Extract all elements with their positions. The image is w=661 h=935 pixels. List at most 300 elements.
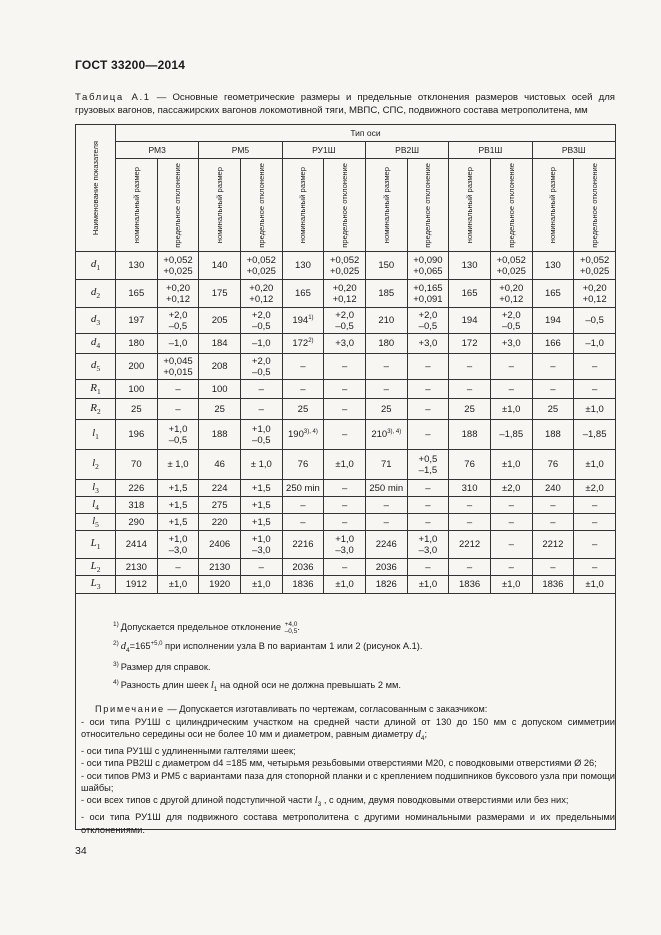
table-row [76, 399, 616, 420]
cell-value: –0,5 [585, 315, 604, 326]
cell-value: +2,0 –0,5 [251, 355, 271, 378]
subheader-text: предельное отклонение [506, 162, 516, 248]
nominal-value-cell [282, 559, 324, 576]
nominal-value-cell [365, 531, 407, 559]
nominal-value-cell [532, 450, 574, 480]
cell-value: 188 [544, 429, 561, 440]
tolerance-lower: –0,5 [284, 628, 298, 635]
cell-value: ±1,0 [502, 459, 521, 470]
cell-value: +1,5 [251, 482, 271, 494]
deviation-header [240, 159, 282, 252]
cell-value: 130 [544, 260, 561, 271]
footnote-ref: 3), 4) [387, 428, 402, 435]
axle-type-header: РМ3 [116, 142, 199, 159]
cell-value: ±1,0 [335, 459, 354, 470]
cell-value: 180 [128, 338, 145, 349]
nominal-value-cell [282, 308, 324, 334]
nominal-value-cell [116, 450, 158, 480]
deviation-value-cell [490, 354, 532, 380]
nominal-value-cell [199, 514, 241, 531]
nominal-value-cell [282, 334, 324, 354]
deviation-value-cell [157, 450, 199, 480]
deviation-value-cell [574, 280, 616, 308]
nominal-value-cell [199, 559, 241, 576]
parameter-index: 1 [96, 263, 101, 273]
parameter-symbol: d [90, 336, 97, 349]
nominal-value-cell [199, 576, 241, 594]
cell-value: 165 [295, 288, 311, 299]
cell-value: ±1,0 [585, 579, 604, 590]
parameter-cell [76, 514, 116, 531]
cell-value: – [300, 516, 306, 528]
note-item-6: - оси типа РУ1Ш для подвижного состава метрополитена с другими номинальными размерами и их предельными отклонениями. [81, 812, 615, 835]
cell-value: 166 [544, 338, 561, 349]
nominal-value-cell [282, 480, 324, 497]
cell-value: 220 [211, 516, 228, 528]
nominal-value-cell [532, 252, 574, 280]
cell-value: 2130 [209, 561, 231, 573]
nominal-value-cell [449, 497, 491, 514]
deviation-value-cell [157, 480, 199, 497]
cell-value: +2,0 –0,5 [251, 309, 271, 332]
cell-value: – [591, 539, 598, 550]
nominal-value-cell [282, 514, 324, 531]
deviation-value-cell [407, 450, 449, 480]
cell-value: 240 [544, 482, 561, 494]
nominal-value-cell [532, 380, 574, 399]
cell-value: +1,5 [168, 482, 188, 494]
nominal-size-header [532, 159, 574, 252]
table-row [76, 380, 616, 399]
cell-value: – [300, 383, 306, 395]
parameter-symbol: l [92, 427, 96, 440]
nominal-value-cell [532, 399, 574, 420]
deviation-value-cell [324, 514, 366, 531]
caption-label: Таблица А.1 [75, 92, 151, 103]
nominal-value-cell [199, 334, 241, 354]
note-item-5: - оси всех типов с другой длиной подступичной части [81, 795, 315, 806]
cell-value: ±1,0 [252, 579, 271, 590]
cell-value: 188 [211, 429, 228, 440]
parameter-index: 2 [96, 565, 101, 575]
cell-value: 290 [128, 516, 145, 528]
cell-value: 100 [211, 383, 228, 395]
cell-value: 210 [371, 429, 388, 441]
deviation-value-cell [490, 280, 532, 308]
deviation-header [574, 159, 616, 252]
variable: d [120, 641, 127, 652]
nominal-value-cell [449, 354, 491, 380]
cell-value: – [341, 361, 348, 372]
nominal-value-cell [449, 559, 491, 576]
deviation-value-cell [574, 497, 616, 514]
note-label: Примечание [95, 704, 165, 715]
parameter-index: 3 [96, 318, 101, 328]
cell-value: 197 [128, 315, 145, 326]
deviation-value-cell [407, 576, 449, 594]
nominal-value-cell [449, 380, 491, 399]
nominal-value-cell [449, 280, 491, 308]
cell-value: ± 1,0 [167, 459, 189, 470]
cell-value: 165 [128, 288, 145, 299]
tolerance-upper: +4,0 [284, 621, 298, 628]
deviation-value-cell [407, 559, 449, 576]
page-number: 34 [75, 845, 87, 857]
deviation-value-cell [407, 252, 449, 280]
deviation-value-cell [324, 280, 366, 308]
table-caption [75, 92, 615, 117]
deviation-value-cell [157, 559, 199, 576]
cell-value: 2246 [375, 539, 397, 550]
variable-sub: 1 [213, 685, 218, 693]
cell-value: ±1,0 [502, 579, 521, 590]
cell-value: +0,052 +0,025 [496, 254, 526, 277]
nominal-size-header [116, 159, 158, 252]
deviation-header [490, 159, 532, 252]
cell-value: ± 1,0 [250, 459, 272, 470]
nominal-value-cell [116, 380, 158, 399]
nominal-value-cell [116, 308, 158, 334]
subheader-text: предельное отклонение [423, 162, 433, 248]
deviation-value-cell [324, 420, 366, 450]
nominal-value-cell [199, 380, 241, 399]
footnote-4 [81, 677, 615, 695]
deviation-value-cell [157, 514, 199, 531]
parameter-cell [76, 420, 116, 450]
cell-value: – [425, 403, 431, 415]
note-intro: — Допускается изготавливать по чертежам, согласованным с заказчиком: [164, 704, 488, 715]
axle-type-header: РВ1Ш [449, 142, 532, 159]
axle-type-header: РУ1Ш [282, 142, 365, 159]
parameter-index: 1 [95, 432, 99, 442]
subheader-text: номинальный размер [298, 166, 308, 244]
table-row [76, 514, 616, 531]
parameter-index: 5 [95, 520, 99, 530]
footnote-text: при исполнении узла В по вариантам 1 или 2 (рисунок А.1). [162, 641, 423, 651]
cell-value: – [466, 361, 473, 372]
deviation-value-cell [407, 514, 449, 531]
deviation-value-cell [407, 497, 449, 514]
nominal-value-cell [199, 280, 241, 308]
cell-value: 172 [292, 338, 309, 350]
deviation-value-cell [157, 280, 199, 308]
cell-value: 2406 [209, 539, 231, 550]
cell-value: +3,0 [418, 338, 438, 349]
cell-value: 100 [128, 383, 145, 395]
cell-value: –1,0 [168, 338, 188, 349]
cell-value: +3,0 [501, 338, 521, 349]
nominal-value-cell [282, 399, 324, 420]
cell-value: 200 [128, 361, 145, 372]
cell-value: – [341, 383, 348, 395]
deviation-value-cell [407, 399, 449, 420]
subheader-text: номинальный размер [548, 166, 558, 244]
footnote-text: Размер для справок. [120, 662, 211, 673]
cell-value: +0,165 +0,091 [413, 282, 443, 305]
nominal-value-cell [116, 420, 158, 450]
deviation-value-cell [240, 531, 282, 559]
dimensions-table [75, 124, 616, 594]
cell-value: 130 [128, 260, 145, 271]
nominal-value-cell [365, 450, 407, 480]
parameter-cell [76, 450, 116, 480]
cell-value: 76 [297, 459, 309, 470]
nominal-value-cell [532, 354, 574, 380]
table-row [76, 480, 616, 497]
nominal-value-cell [199, 480, 241, 497]
deviation-value-cell [490, 450, 532, 480]
cell-value: – [383, 383, 389, 395]
cell-value: –1,0 [585, 338, 604, 349]
deviation-value-cell [240, 308, 282, 334]
nominal-value-cell [365, 354, 407, 380]
deviation-value-cell [490, 399, 532, 420]
deviation-value-cell [240, 480, 282, 497]
document-header: ГОСТ 33200—2014 [75, 58, 186, 72]
axle-type-header: РВ3Ш [532, 142, 615, 159]
parameter-cell [76, 497, 116, 514]
cell-value: 194 [292, 315, 309, 327]
cell-value: 2414 [125, 539, 147, 550]
cell-value: – [425, 516, 431, 528]
cell-value: +1,5 [251, 499, 271, 511]
deviation-value-cell [490, 497, 532, 514]
deviation-value-cell [240, 576, 282, 594]
cell-value: – [341, 499, 348, 511]
cell-value: 180 [378, 338, 395, 349]
parameter-symbol: R [90, 381, 97, 394]
parameter-symbol: d [90, 359, 97, 372]
deviation-value-cell [324, 334, 366, 354]
cell-value: 2036 [292, 561, 314, 573]
nominal-value-cell [282, 531, 324, 559]
deviation-value-cell [157, 334, 199, 354]
cell-value: +0,090 +0,065 [413, 254, 443, 277]
cell-value: – [175, 383, 181, 395]
cell-value: – [341, 561, 348, 573]
parameter-cell [76, 380, 116, 399]
nominal-size-header [199, 159, 241, 252]
cell-value: 1920 [209, 579, 231, 590]
deviation-value-cell [407, 531, 449, 559]
equation: =165 [129, 641, 151, 651]
cell-value: – [425, 383, 431, 395]
footnote-3 [81, 659, 615, 674]
cell-value: 76 [547, 459, 559, 470]
deviation-value-cell [324, 380, 366, 399]
cell-value: +1,0 –3,0 [168, 533, 188, 556]
cell-value: 1826 [375, 579, 397, 590]
cell-value: – [591, 499, 598, 511]
deviation-header [324, 159, 366, 252]
nominal-value-cell [116, 576, 158, 594]
note-item-1: - оси типа РУ1Ш с цилиндрическим участком на средней части длиной от 130 до 150 мм с допуском симметрии относительно середины оси не более 10 мм и диаметром, равным диаметру [81, 716, 615, 739]
nominal-value-cell [365, 380, 407, 399]
nominal-value-cell [282, 576, 324, 594]
deviation-value-cell [324, 497, 366, 514]
parameter-cell [76, 334, 116, 354]
deviation-value-cell [574, 308, 616, 334]
subheader-text: номинальный размер [215, 166, 225, 244]
table-row [76, 497, 616, 514]
deviation-value-cell [157, 531, 199, 559]
cell-value: +1,5 [251, 516, 271, 528]
nominal-value-cell [532, 334, 574, 354]
cell-value: – [383, 516, 389, 528]
note-paragraph [81, 703, 615, 836]
nominal-value-cell [449, 531, 491, 559]
deviation-value-cell [574, 559, 616, 576]
table-row [76, 334, 616, 354]
cell-value: 210 [378, 315, 395, 326]
nominal-value-cell [449, 450, 491, 480]
cell-value: 71 [380, 459, 392, 470]
cell-value: – [258, 403, 264, 415]
deviation-value-cell [407, 380, 449, 399]
parameter-symbol: L [90, 559, 97, 572]
deviation-value-cell [574, 576, 616, 594]
cell-value: 188 [461, 429, 478, 440]
nominal-size-header [365, 159, 407, 252]
cell-value: – [258, 383, 264, 395]
cell-value: ±1,0 [335, 579, 354, 590]
deviation-value-cell [157, 380, 199, 399]
parameter-cell [76, 480, 116, 497]
nominal-value-cell [199, 420, 241, 450]
cell-value: 2216 [292, 539, 314, 550]
variable-sub: 3 [317, 801, 322, 809]
cell-value: – [508, 361, 514, 372]
cell-value: – [591, 516, 598, 528]
nominal-value-cell [116, 280, 158, 308]
deviation-value-cell [574, 334, 616, 354]
note-item-4: - оси типов РМ3 и РМ5 с вариантами паза для стопорной планки и с креплением подшипников буксового узла при помощи шайбы; [81, 770, 615, 793]
variable: l [314, 795, 318, 807]
deviation-header [157, 159, 199, 252]
cell-value: 196 [128, 429, 145, 440]
nominal-value-cell [116, 334, 158, 354]
deviation-value-cell [407, 334, 449, 354]
cell-value: 194 [461, 315, 478, 326]
deviation-value-cell [407, 280, 449, 308]
nominal-value-cell [116, 354, 158, 380]
cell-value: ±2,0 [502, 482, 521, 494]
nominal-value-cell [365, 420, 407, 450]
cell-value: +1,5 [168, 499, 188, 511]
cell-value: +0,20 +0,12 [499, 282, 524, 305]
nominal-value-cell [365, 334, 407, 354]
footnote-2 [81, 638, 615, 656]
cell-value: 2212 [459, 539, 481, 550]
nominal-value-cell [282, 354, 324, 380]
nominal-value-cell [199, 531, 241, 559]
nominal-value-cell [116, 531, 158, 559]
cell-value: 2130 [125, 561, 147, 573]
nominal-value-cell [365, 252, 407, 280]
cell-value: ±1,0 [502, 403, 521, 415]
nominal-value-cell [282, 450, 324, 480]
nominal-value-cell [365, 399, 407, 420]
cell-value: – [508, 499, 514, 511]
cell-value: 205 [211, 315, 228, 326]
cell-value: – [550, 499, 556, 511]
deviation-value-cell [490, 480, 532, 497]
cell-value: +1,0 –0,5 [168, 423, 188, 446]
cell-value: – [341, 429, 348, 440]
cell-value: – [550, 361, 556, 372]
parameter-cell [76, 354, 116, 380]
nominal-value-cell [199, 399, 241, 420]
cell-value: – [341, 516, 348, 528]
nominal-value-cell [116, 252, 158, 280]
deviation-value-cell [240, 252, 282, 280]
cell-value: 165 [461, 288, 478, 299]
cell-value: ±1,0 [418, 579, 438, 590]
deviation-value-cell [240, 399, 282, 420]
cell-value: ±1,0 [585, 459, 604, 470]
cell-value: 25 [380, 403, 392, 415]
parameter-cell [76, 399, 116, 420]
parameter-index: 2 [96, 407, 101, 417]
cell-value: ±1,0 [168, 579, 188, 590]
subheader-text: номинальный размер [131, 166, 141, 244]
deviation-value-cell [240, 559, 282, 576]
nominal-value-cell [282, 420, 324, 450]
subheader-row [76, 159, 616, 252]
footnote-text: Допускается предельное отклонение [120, 622, 281, 632]
deviation-value-cell [574, 252, 616, 280]
cell-value: +0,20 +0,12 [165, 282, 190, 305]
deviation-value-cell [240, 380, 282, 399]
tolerance-sup: +5,0 [150, 640, 163, 647]
cell-value: ±2,0 [585, 482, 604, 494]
parameter-cell [76, 576, 116, 594]
deviation-value-cell [324, 480, 366, 497]
deviation-value-cell [324, 399, 366, 420]
footnote-ref: 1) [308, 314, 314, 321]
nominal-value-cell [365, 576, 407, 594]
cell-value: 275 [211, 499, 228, 511]
cell-value: 130 [295, 260, 311, 271]
variable: l [210, 679, 214, 691]
nominal-value-cell [365, 559, 407, 576]
nominal-value-cell [199, 497, 241, 514]
footnote-ref: 3), 4) [303, 428, 318, 435]
cell-value: +2,0 –0,5 [418, 309, 438, 332]
param-header-cell [76, 125, 116, 252]
nominal-value-cell [532, 420, 574, 450]
subheader-text: предельное отклонение [340, 162, 350, 248]
nominal-value-cell [365, 514, 407, 531]
deviation-value-cell [490, 380, 532, 399]
axle-type-header: РВ2Ш [365, 142, 448, 159]
tolerance-fraction [284, 621, 301, 635]
cell-value: 226 [128, 482, 145, 494]
cell-value: 250 min [286, 482, 320, 494]
table-row [76, 420, 616, 450]
cell-value: 190 [288, 429, 304, 441]
cell-value: 46 [214, 459, 225, 470]
nominal-value-cell [449, 252, 491, 280]
nominal-value-cell [282, 497, 324, 514]
nominal-value-cell [282, 280, 324, 308]
deviation-value-cell [574, 514, 616, 531]
cell-value: – [341, 482, 348, 494]
nominal-value-cell [199, 252, 241, 280]
parameter-index: 1 [96, 387, 101, 397]
deviation-value-cell [157, 420, 199, 450]
cell-value: 25 [214, 403, 225, 415]
